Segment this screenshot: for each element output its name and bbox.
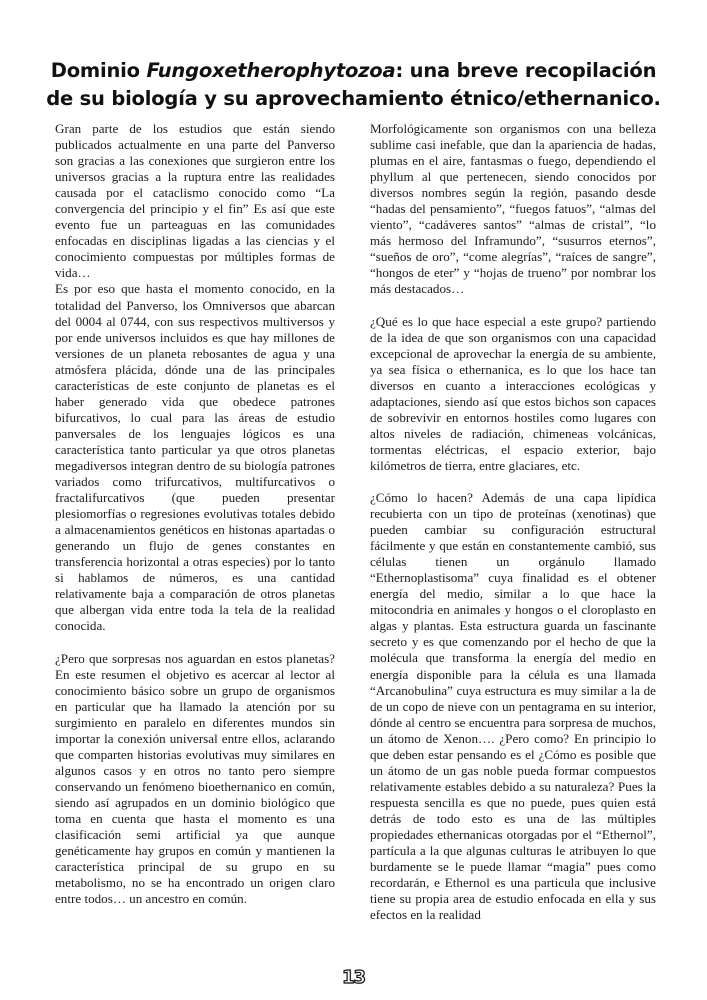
- right-column: [370, 121, 656, 923]
- title-prefix: Dominio: [50, 59, 147, 83]
- paragraph-intro: Gran parte de los estudios que están siendo publicados actualmente en una parte del Panverso son gracias a las conexiones que surgieron entre los universos gracias a la ruptura entre las realidades causada por el cataclismo conocido como “La convergencia del principio y el fin” Es así que este evento fue un parteaguas en las comunidades enfocadas en disciplinas ligadas a las ciencias y el conocimiento compuestas por múltiples formas de vida…: [55, 121, 335, 281]
- title-suffix: : una breve recopilación de su biología y su aprovechamiento étnico/ethernanico.: [46, 59, 661, 111]
- paragraph-panverso: Es por eso que hasta el momento conocido, en la totalidad del Panverso, los Omniversos que abarcan del 0004 al 0744, con sus respectivos multiversos y por ende universos incluidos es que hay millones de versiones de un planeta rebosantes de agua y una atmósfera plácida, dónde una de las principales características de este conjunto de planetas es el haber generado vida que obedece patrones bifurcativos, lo cual para las áreas de estudio panversales de los lenguajes lógicos es una característica tanto particular ya que otros planetas megadiversos integran dentro de su biología patrones variados como trifurcativos, multifurcativos o fractalifurcativos (que pueden presentar plesiomorfías o regresiones evolutivas totales debido a almacenamientos genéticos en histonas apartadas o generando un flujo de genes constantes en transferencia horizontal a otras especies) por lo tanto si hablamos de números, es una cantidad relativamente baja a comparación de otros planetas que albergan vida entre toda la tela de la realidad conocida.: [55, 281, 335, 634]
- paragraph-sorpresas: ¿Pero que sorpresas nos aguardan en estos planetas? En este resumen el objetivo es acercar al lector al conocimiento básico sobre un grupo de organismos en particular que ha llamado la atención por su surgimiento en paralelo en diferentes mundos sin importar la conexión universal entre ellos, aclarando que comparten historias evolutivas muy similares en algunos casos y en otros no tanto pero siempre conservando un fenómeno bioethernanico en común, siendo así agrupados en un dominio biológico que toma en cuenta que hasta el momento es una clasificación semi artificial ya que aunque genéticamente hay grupos en común y mantienen la característica principal de su grupo en su metabolismo, no se ha encontrado un origen claro entre todos… un ancestro en común.: [55, 650, 335, 907]
- paragraph-morfologia: Morfológicamente son organismos con una belleza sublime casi inefable, que dan la apariencia de hadas, plumas en el aire, fantasmas o fuego, dependiendo el phyllum al que pertenecen, siendo conocidos por diversos nombres según la región, pasando desde “hadas del pensamiento”, “fuegos fatuos”, “almas del viento”, “cadáveres santos” “almas de cristal”, “lo más hermoso del Inframundo”, “susurros eternos”, “sueños de oro”, “come alegrías”, “raíces de sangre”, “hongos de eter” y “hojas de trueno” por nombrar los más destacados…: [370, 121, 656, 297]
- paragraph-especial: ¿Qué es lo que hace especial a este grupo? partiendo de la idea de que son organismos con una capacidad excepcional de aprovechar la energía de su ambiente, ya sea física o ethernanica, es lo que los hace tan diversos en cuanto a interacciones ecológicas y adaptaciones, siendo así que estos bichos son capaces de sobrevivir en entornos hostiles como lugares con altos niveles de radiación, chimeneas volcánicas, tormentas eléctricas, el espacio exterior, bajo kilómetros de tierra, entre glaciares, etc.: [370, 313, 656, 473]
- page-number: 13: [341, 967, 366, 988]
- page-title: [40, 57, 667, 113]
- paragraph-como-lo-hacen: ¿Cómo lo hacen? Además de una capa lipídica recubierta con un tipo de proteínas (xenotinas) que pueden cambiar su configuración estructural fácilmente y que están en constantemente cambió, sus células tienen un orgánulo llamado “Ethernoplastisoma” cuya finalidad es el obtener energía del medio, similar a lo que hace la mitocondria en animales y hongos o el cloroplasto en algas y plantas. Esta estructura guarda un fascinante secreto y es que comenzando por el hecho de que la molécula que transforma la energía del medio en energía disponible para la célula es una llamada “Arcanobulina” cuya estructura es muy similar a la de de un copo de nieve con un pentagrama en su interior, dónde al centro se encuentra para sorpresa de muchos, un átomo de Xenon…. ¿Pero como? En principio lo que deben estar pensando es el ¿Cómo es posible que un átomo de un gas noble pueda formar compuestos relativamente estables debido a su naturaleza? Pues la respuesta sencilla es que no puede, pues quien está detrás de todo esto es una de las múltiples propiedades ethernanicas otorgadas por el “Ethernol”, partícula a la que algunas culturas le atribuyen lo que burdamente se le puede llamar “magia” pues como recordarán, e Ethernol es una particula que inclusive tiene su propia area de estudio enfocada en ella y sus efectos en la realidad: [370, 489, 656, 923]
- title-taxon-italic: Fungoxetherophytozoa: [146, 59, 396, 83]
- left-column: [55, 121, 335, 907]
